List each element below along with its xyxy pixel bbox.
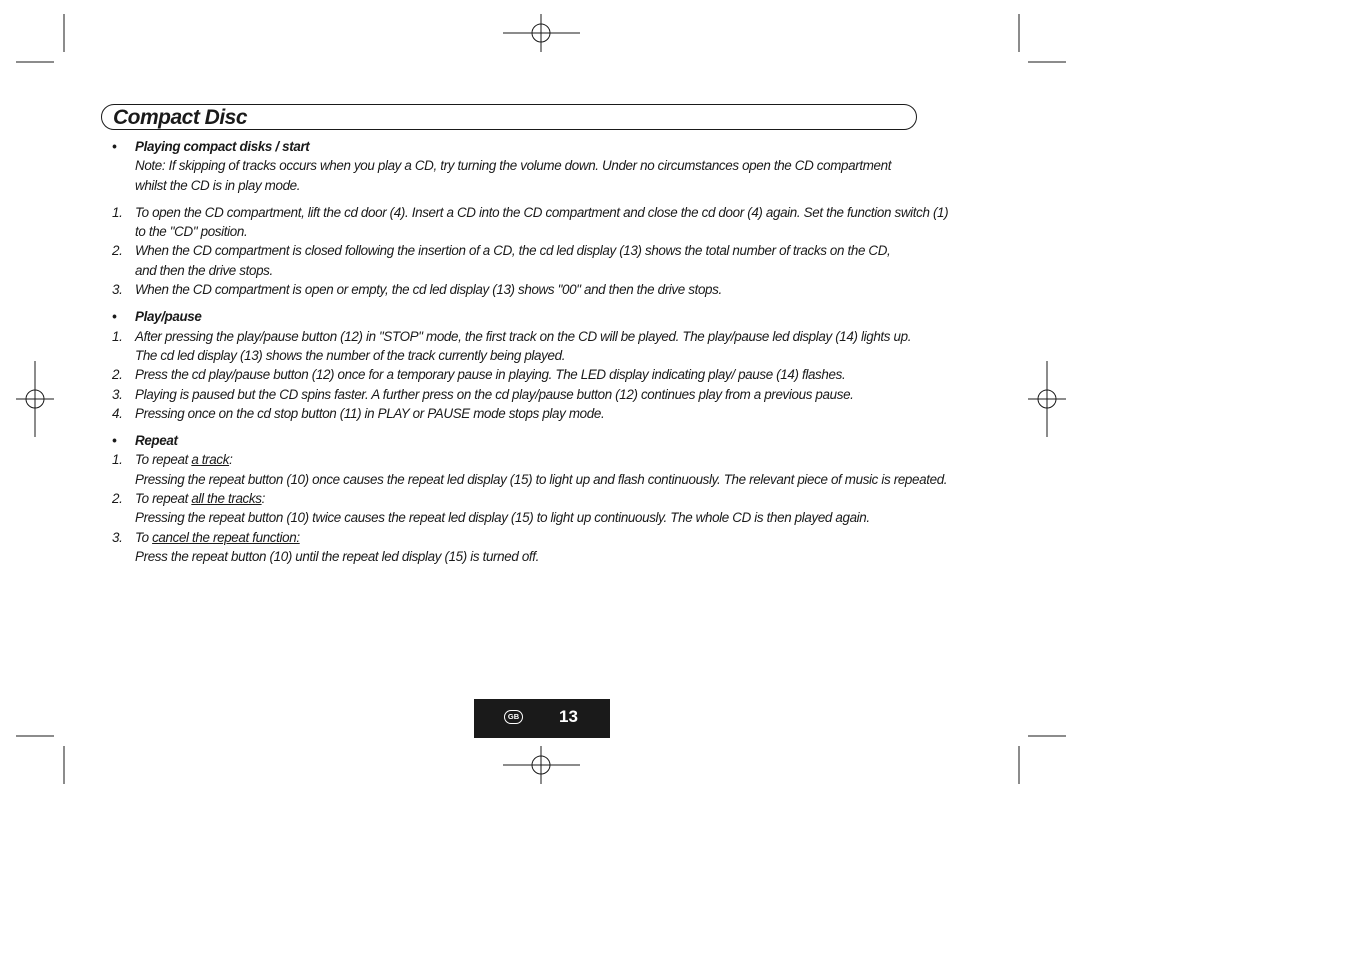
manual-content [112, 137, 992, 566]
registration-target-top [503, 14, 580, 52]
heading-text: Play/pause [135, 309, 202, 325]
list-item-continuation: Press the repeat button (10) until the repeat led display (15) is turned off. [135, 548, 540, 564]
list-item: 3. Playing is paused but the CD spins faster. A further press on the cd play/pause button (12) continues play from a previous pause. [112, 385, 992, 404]
heading-text: Repeat [135, 433, 178, 449]
item-number: 1. [112, 204, 123, 220]
registration-target-left [16, 361, 54, 437]
list-item: 3. When the CD compartment is open or empty, the cd led display (13) shows "00" and then the drive stops. [112, 280, 992, 299]
list-item: 1. To repeat a track: [112, 450, 992, 469]
list-item: 2. To repeat all the tracks: [112, 489, 992, 508]
list-item-continuation: and then the drive stops. [135, 262, 273, 278]
item-number: 2. [112, 243, 123, 259]
list-item: 1. To open the CD compartment, lift the cd door (4). Insert a CD into the CD compartment and close the cd door (4) again. Set the function switch (1) [112, 203, 992, 222]
section-header [101, 104, 917, 130]
item-number: 1. [112, 452, 123, 468]
note-line: whilst the CD is in play mode. [135, 177, 301, 193]
item-number: 2. [112, 367, 123, 383]
list-item-continuation: Pressing the repeat button (10) twice causes the repeat led display (15) to light up continuously. The whole CD is then played again. [135, 510, 870, 526]
list-item: 3. To cancel the repeat function: [112, 528, 992, 547]
list-item: 2. When the CD compartment is closed following the insertion of a CD, the cd led display (13) shows the total number of tracks on the CD, [112, 241, 992, 260]
bullet-icon: • [112, 309, 117, 325]
item-number: 3. [112, 386, 123, 402]
list-item: 2. Press the cd play/pause button (12) once for a temporary pause in playing. The LED display indicating play/ pause (14) flashes. [112, 365, 992, 384]
note-line: Note: If skipping of tracks occurs when you play a CD, try turning the volume down. Under no circumstances open the CD compartment [135, 158, 892, 174]
page-title: Compact Disc [113, 106, 248, 129]
language-badge: GB [504, 710, 523, 724]
registration-target-right [1028, 361, 1066, 437]
registration-target-bottom [503, 746, 580, 784]
list-item: 1. After pressing the play/pause button (12) in "STOP" mode, the first track on the CD will be played. The play/pause led display (14) lights up. [112, 327, 992, 346]
section-heading-play-pause [112, 307, 992, 326]
item-number: 1. [112, 328, 123, 344]
section-heading-playing [112, 137, 992, 156]
list-item-continuation: to the "CD" position. [135, 224, 248, 240]
list-item: 4. Pressing once on the cd stop button (11) in PLAY or PAUSE mode stops play mode. [112, 404, 992, 423]
bullet-icon: • [112, 139, 117, 154]
bullet-icon: • [112, 433, 117, 449]
list-item-continuation: The cd led display (13) shows the number of the track currently being played. [135, 347, 566, 363]
underlined-term: all the tracks [191, 491, 262, 507]
page-footer [474, 699, 610, 738]
list-item-continuation: Pressing the repeat button (10) once causes the repeat led display (15) to light up and flash continuously. The relevant piece of music is repeated. [135, 471, 948, 487]
page-number: 13 [559, 707, 578, 726]
heading-text: Playing compact disks / start [135, 139, 310, 154]
item-number: 3. [112, 282, 123, 298]
item-number: 3. [112, 529, 123, 545]
underlined-term: a track [191, 452, 230, 468]
underlined-term: cancel the repeat function: [152, 529, 300, 545]
item-number: 2. [112, 491, 123, 507]
item-number: 4. [112, 405, 123, 421]
section-heading-repeat [112, 431, 992, 450]
